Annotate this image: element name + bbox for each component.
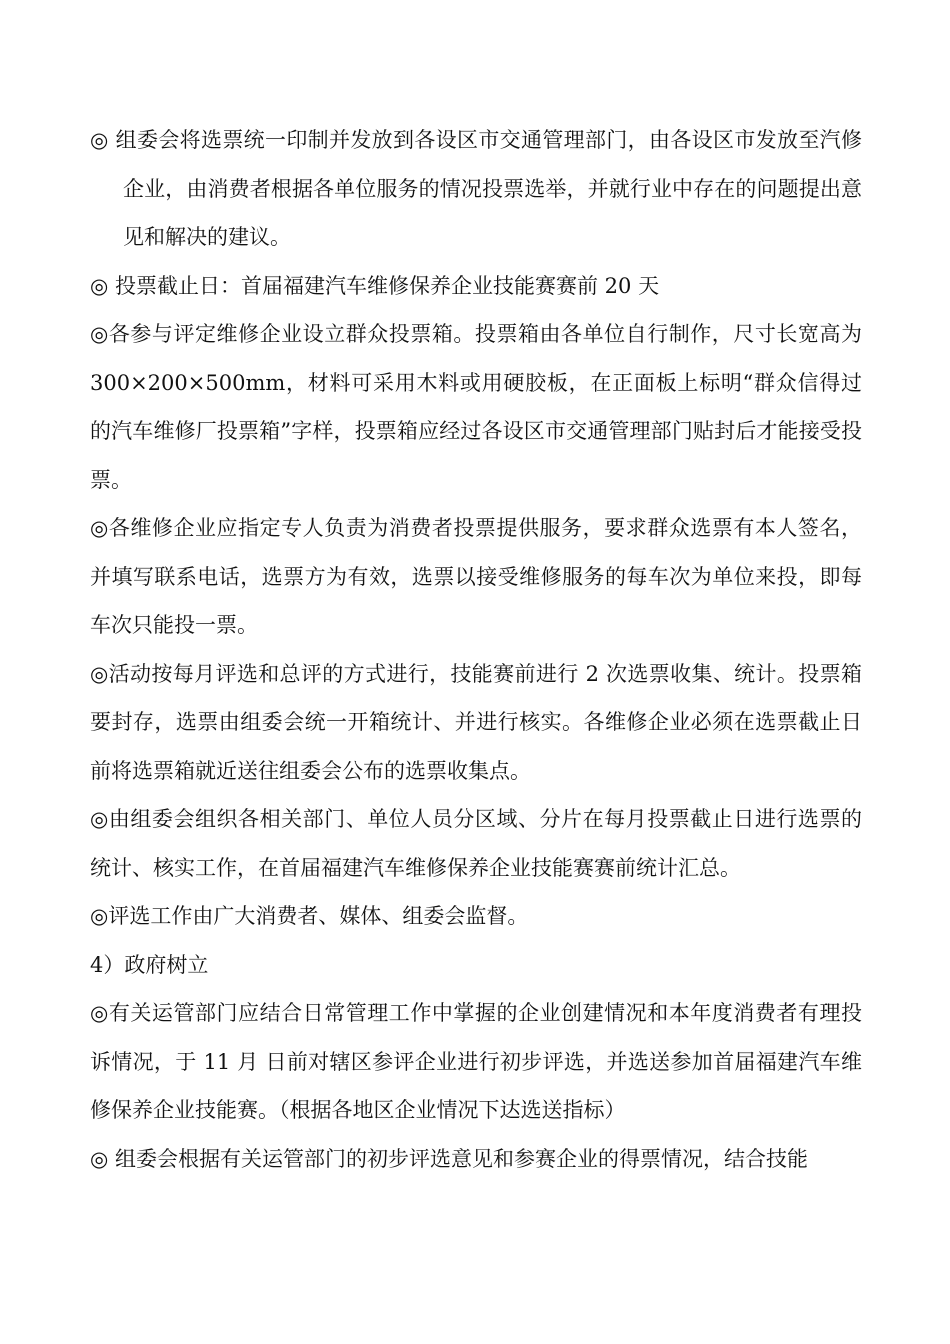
document-body bbox=[90, 116, 862, 1183]
paragraph-voting-service: ◎各维修企业应指定专人负责为消费者投票提供服务，要求群众选票有本人签名，并填写联系电话，选票方为有效，选票以接受维修服务的每车次为单位来投，即每车次只能投一票。 bbox=[90, 516, 862, 637]
paragraph-committee-evaluation: ◎ 组委会根据有关运管部门的初步评选意见和参赛企业的得票情况，结合技能 bbox=[90, 1146, 808, 1171]
paragraph-vote-counting: ◎由组委会组织各相关部门、单位人员分区域、分片在每月投票截止日进行选票的统计、核实工作，在首届福建汽车维修保养企业技能赛赛前统计汇总。 bbox=[90, 807, 862, 880]
paragraph-monthly-selection: ◎活动按每月评选和总评的方式进行，技能赛前进行 2 次选票收集、统计。投票箱要封存，选票由组委会统一开箱统计、并进行核实。各维修企业必须在选票截止日前将选票箱就近送往组委会公布的选票收集点。 bbox=[90, 661, 862, 783]
paragraph-supervision: ◎评选工作由广大消费者、媒体、组委会监督。 bbox=[90, 904, 529, 928]
section-heading-government: 4）政府树立 bbox=[90, 952, 209, 977]
paragraph-ballot-distribution: ◎ 组委会将选票统一印制并发放到各设区市交通管理部门，由各设区市发放至汽修企业，由消费者根据各单位服务的情况投票选举，并就行业中存在的问题提出意见和解决的建议。 bbox=[90, 128, 862, 249]
paragraph-ballot-box: ◎各参与评定维修企业设立群众投票箱。投票箱由各单位自行制作，尺寸长宽高为 300×200×500mm，材料可采用木料或用硬胶板，在正面板上标明“群众信得过的汽车维修厂投票箱”字样，投票箱应经过各设区市交通管理部门贴封后才能接受投票。 bbox=[90, 322, 862, 492]
paragraph-voting-deadline: ◎ 投票截止日：首届福建汽车维修保养企业技能赛赛前 20 天 bbox=[90, 273, 660, 298]
paragraph-preliminary-selection: ◎有关运管部门应结合日常管理工作中掌握的企业创建情况和本年度消费者有理投诉情况，于 11 月 日前对辖区参评企业进行初步评选，并选送参加首届福建汽车维修保养企业技能赛。（根据各地区企业情况下达选送指标） bbox=[90, 1001, 862, 1122]
